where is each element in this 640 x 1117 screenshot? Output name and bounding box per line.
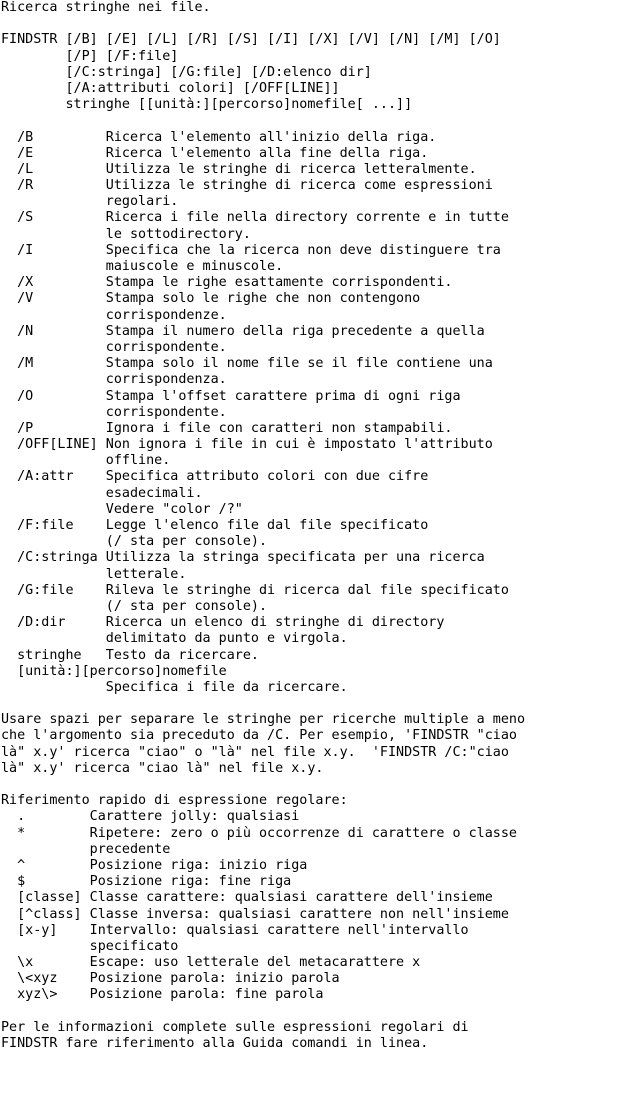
console-line: /V Stampa solo le righe che non contengono <box>1 291 421 307</box>
console-line: specificato <box>1 938 179 954</box>
console-line <box>1 696 640 712</box>
console-line: \x Escape: uso letterale del metacarattere x <box>1 955 421 971</box>
console-line: [/C:stringa] [/G:file] [/D:elenco dir] <box>1 64 372 80</box>
console-line <box>1 113 640 129</box>
console-line: /C:stringa Utilizza la stringa specificata per una ricerca <box>1 550 485 566</box>
console-line: delimitato da punto e virgola. <box>1 631 348 647</box>
console-line: ^ Posizione riga: inizio riga <box>1 857 308 873</box>
console-line: /N Stampa il numero della riga precedente a quella <box>1 323 485 339</box>
console-line: Per le informazioni complete sulle espressioni regolari di <box>1 1019 469 1035</box>
console-line: FINDSTR [/B] [/E] [/L] [/R] [/S] [/I] [/X] [/V] [/N] [/M] [/O] <box>1 32 501 48</box>
console-line: /L Utilizza le stringhe di ricerca letteralmente. <box>1 161 477 177</box>
console-line: offline. <box>1 453 171 469</box>
console-line: /D:dir Ricerca un elenco di stringhe di directory <box>1 615 445 631</box>
console-line: [x-y] Intervallo: qualsiasi carattere nell'intervallo <box>1 922 469 938</box>
console-line: xyz\> Posizione parola: fine parola <box>1 987 324 1003</box>
console-line: [/P] [/F:file] <box>1 48 179 64</box>
console-line: /X Stampa le righe esattamente corrispondenti. <box>1 275 453 291</box>
console-line: FINDSTR fare riferimento alla Guida comandi in linea. <box>1 1036 429 1051</box>
console-line: \<xyz Posizione parola: inizio parola <box>1 971 340 987</box>
console-line: . Carattere jolly: qualsiasi <box>1 809 300 825</box>
console-line: /O Stampa l'offset carattere prima di ogni riga <box>1 388 461 404</box>
console-line: /F:file Legge l'elenco file dal file specificato <box>1 518 429 533</box>
console-line: che l'argomento sia preceduto da /C. Per esempio, 'FINDSTR "ciao <box>1 728 517 744</box>
console-line: [unità:][percorso]nomefile <box>1 663 227 679</box>
console-line: maiuscole e minuscole. <box>1 259 284 274</box>
console-line: /E Ricerca l'elemento alla fine della riga. <box>1 145 429 161</box>
console-line: regolari. <box>1 194 179 210</box>
console-line: corrispondente. <box>1 339 227 355</box>
console-line: /M Stampa solo il nome file se il file contiene una <box>1 356 493 372</box>
console-line: là" x.y' ricerca "ciao" o "là" nel file x.y. 'FINDSTR /C:"ciao <box>1 744 509 760</box>
console-line: Vedere "color /?" <box>1 501 243 517</box>
console-line: /S Ricerca i file nella directory corrente e in tutte <box>1 210 509 226</box>
console-line: /P Ignora i file con caratteri non stampabili. <box>1 420 453 436</box>
console-line: /R Utilizza le stringhe di ricerca come espressioni <box>1 178 493 194</box>
console-line: Specifica i file da ricercare. <box>1 679 348 695</box>
console-line: /A:attr Specifica attributo colori con due cifre <box>1 469 429 485</box>
console-line: letterale. <box>1 566 187 582</box>
console-line: corrispondente. <box>1 404 227 420</box>
console-line: $ Posizione riga: fine riga <box>1 874 292 890</box>
console-line: esadecimali. <box>1 485 203 501</box>
console-line: corrispondenze. <box>1 307 227 323</box>
console-line: corrispondenza. <box>1 372 227 388</box>
console-line: * Ripetere: zero o più occorrenze di carattere o classe <box>1 825 517 841</box>
console-line: stringhe Testo da ricercare. <box>1 647 259 663</box>
console-line: (/ sta per console). <box>1 598 268 614</box>
console-line <box>1 16 640 32</box>
console-line: precedente <box>1 841 171 857</box>
console-line: Riferimento rapido di espressione regolare: <box>1 793 348 809</box>
console-line: (/ sta per console). <box>1 534 268 550</box>
console-line: Ricerca stringhe nei file. <box>1 0 211 15</box>
console-line: [^class] Classe inversa: qualsiasi carattere non nell'insieme <box>1 906 509 922</box>
console-line: /B Ricerca l'elemento all'inizio della riga. <box>1 129 437 145</box>
console-line: [classe] Classe carattere: qualsiasi carattere dell'insieme <box>1 890 493 906</box>
console-line: [/A:attributi colori] [/OFF[LINE]] <box>1 80 340 96</box>
console-line: /G:file Rileva le stringhe di ricerca dal file specificato <box>1 582 509 598</box>
console-line: Usare spazi per separare le stringhe per ricerche multiple a meno <box>1 712 526 728</box>
console-line: stringhe [[unità:][percorso]nomefile[ ...]] <box>1 97 413 113</box>
console-line <box>1 777 640 793</box>
console-line: le sottodirectory. <box>1 226 251 242</box>
console-line <box>1 1004 640 1020</box>
console-line: là" x.y' ricerca "ciao là" nel file x.y. <box>1 760 324 776</box>
console-line: /I Specifica che la ricerca non deve distinguere tra <box>1 242 501 258</box>
console-line: /OFF[LINE] Non ignora i file in cui è impostato l'attributo <box>1 437 493 453</box>
